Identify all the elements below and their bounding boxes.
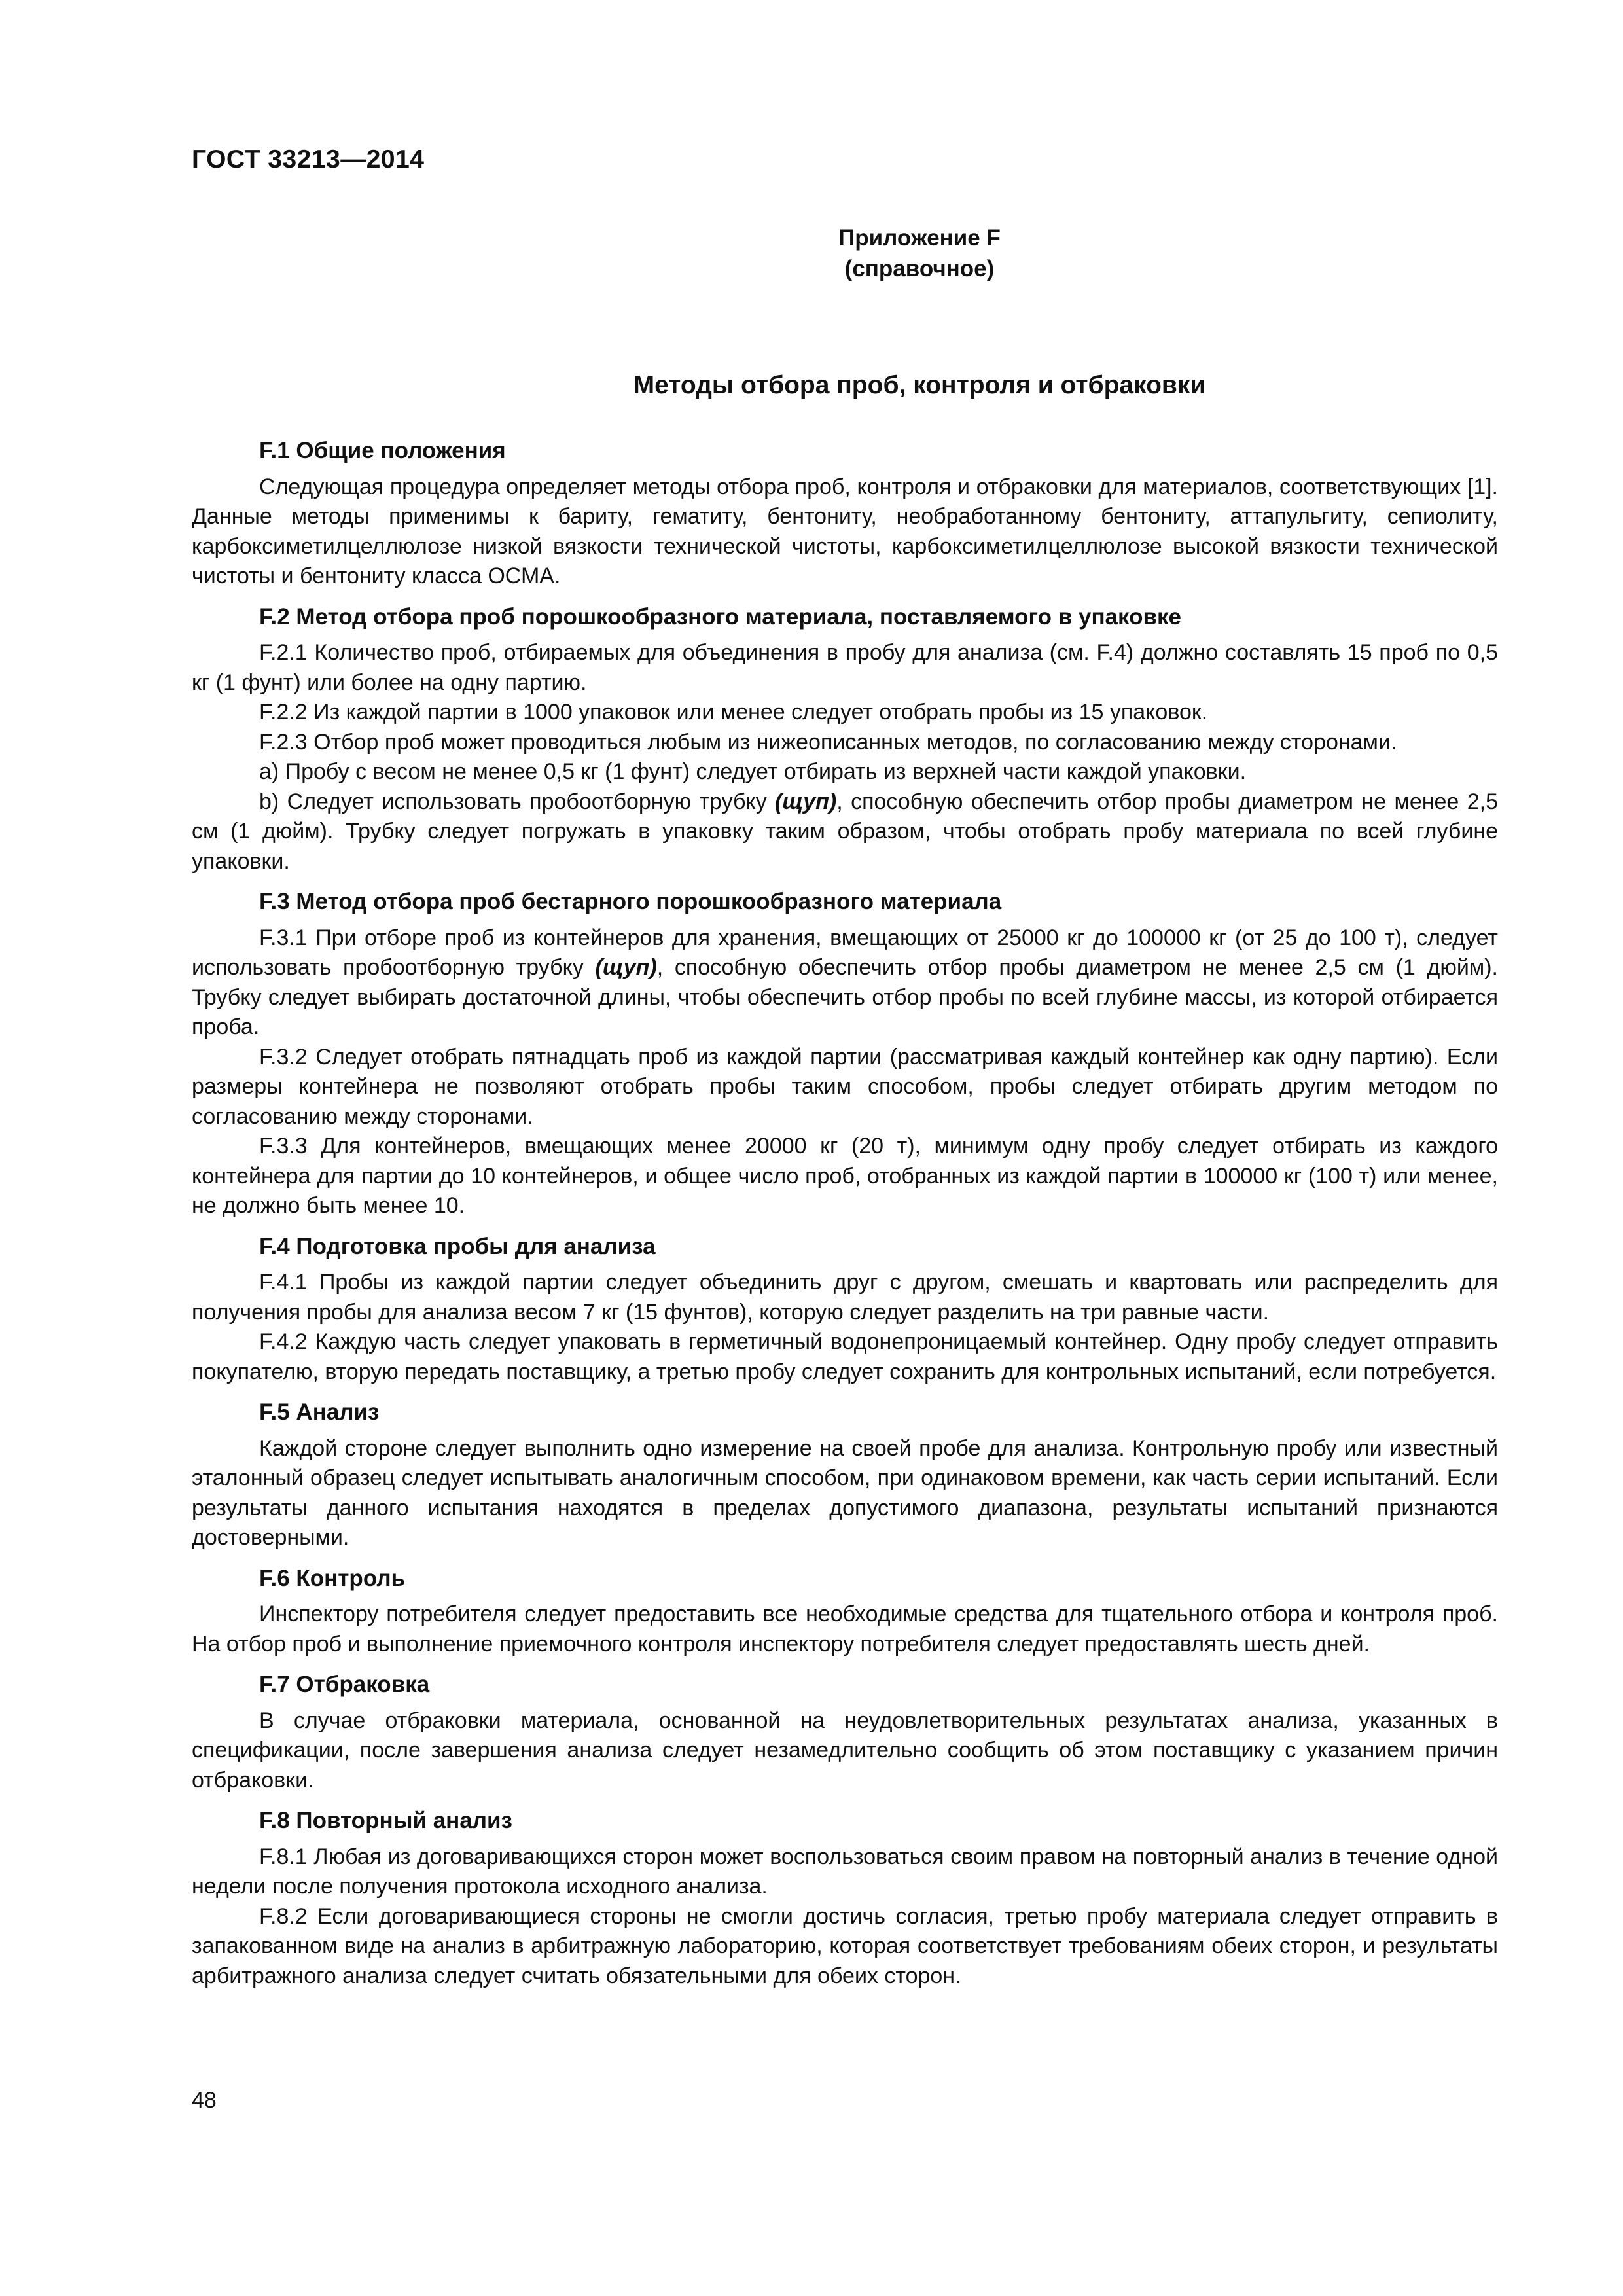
paragraph: Инспектору потребителя следует предоставить все необходимые средства для тщательного отбора и контроля проб. На отбор проб и выполнение приемочного контроля инспектору потребителя следует предоставлять шесть дней.: [192, 1602, 1498, 1657]
paragraph-text: F.3.1 При отборе проб из контейнеров для хранения, вмещающих от 25000 кг до 100000 кг (от 25 до 100 т), следует использовать пробоотборную трубку: [192, 925, 1498, 980]
paragraph: F.8.1 Любая из договаривающихся сторон может воспользоваться своим правом на повторный анализ в течение одной недели после получения протокола исходного анализа.: [192, 1844, 1498, 1899]
paragraph: [192, 924, 1498, 1043]
paragraph: В случае отбраковки материала, основанной на неудовлетворительных результатах анализа, указанных в спецификации, после завершения анализа следует незамедлительно сообщить об этом поставщику с указанием причин отбраковки.: [192, 1708, 1498, 1793]
section-f6: [192, 1564, 1498, 1660]
section-f1: [192, 436, 1498, 592]
paragraph: F.8.2 Если договаривающиеся стороны не смогли достичь согласия, третью пробу материала следует отправить в запакованном виде на анализ в арбитражную лабораторию, которая соответствует требованиям обеих сторон, и результаты арбитражного анализа следует считать обязательными для обеих сторон.: [192, 1903, 1498, 1988]
paragraph: F.3.2 Следует отобрать пятнадцать проб из каждой партии (рассматривая каждый контейнер как одну партию). Если размеры контейнера не позволяют отобрать пробы таким способом, пробы следует отбирать другим методом по согласованию между сторонами.: [192, 1044, 1498, 1129]
section-f3: [192, 887, 1498, 1221]
paragraph: F.4.2 Каждую часть следует упаковать в герметичный водонепроницаемый контейнер. Одну пробу следует отправить покупателю, вторую передать поставщику, а третью пробу следует сохранить для контрольных испытаний, если потребуется.: [192, 1329, 1498, 1384]
section-heading: F.3 Метод отбора проб бестарного порошкообразного материала: [259, 889, 1002, 914]
section-heading: F.4 Подготовка пробы для анализа: [259, 1233, 656, 1259]
paragraph: F.2.2 Из каждой партии в 1000 упаковок или менее следует отобрать пробы из 15 упаковок.: [259, 700, 1208, 725]
section-heading: F.6 Контроль: [259, 1565, 406, 1591]
emphasized-term: (щуп): [775, 789, 837, 814]
paragraph: а) Пробу с весом не менее 0,5 кг (1 фунт) следует отбирать из верхней части каждой упаковки.: [259, 759, 1247, 784]
appendix-type: (справочное): [844, 256, 995, 281]
section-f2: [192, 602, 1498, 877]
paragraph: F.2.1 Количество проб, отбираемых для объединения в пробу для анализа (см. F.4) должно составлять 15 проб по 0,5 кг (1 фунт) или более на одну партию.: [192, 640, 1498, 695]
paragraph: F.4.1 Пробы из каждой партии следует объединить друг с другом, смешать и квартовать или распределить для получения пробы для анализа весом 7 кг (15 фунтов), которую следует разделить на три равные части.: [192, 1270, 1498, 1325]
paragraph-text: , способную обеспечить отбор пробы диаметром не менее 2,5 см (1 дюйм). Трубку следует погружать в упаковку таким образом, чтобы отобрать пробу материала по всей глубине упаковки.: [192, 789, 1498, 874]
appendix-header: [0, 223, 1623, 284]
section-heading: F.2 Метод отбора проб порошкообразного материала, поставляемого в упаковке: [259, 603, 1181, 630]
paragraph: F.3.3 Для контейнеров, вмещающих менее 20000 кг (20 т), минимум одну пробу следует отбирать из каждого контейнера для партии до 10 контейнеров, и общее число проб, отобранных из каждой партии в 100000 кг (100 т) или менее, не должно быть менее 10.: [192, 1134, 1498, 1218]
paragraph: F.2.3 Отбор проб может проводиться любым из нижеописанных методов, по согласованию между сторонами.: [259, 729, 1397, 755]
appendix-label: Приложение F: [838, 225, 1001, 251]
emphasized-term: (щуп): [595, 955, 657, 980]
document-code: ГОСТ 33213—2014: [192, 145, 425, 173]
appendix-title: Методы отбора проб, контроля и отбраковки: [633, 371, 1206, 399]
section-f7: [192, 1670, 1498, 1795]
paragraph: Следующая процедура определяет методы отбора проб, контроля и отбраковки для материалов, соответствующих [1]. Данные методы применимы к бариту, гематиту, бентониту, необработанному бентониту, аттапульгиту, сепиолиту, карбоксиметилцеллюлозе низкой вязкости технической чистоты, карбоксиметилцеллюлозе высокой вязкости технической чистоты и бентониту класса ОСМА.: [192, 474, 1498, 588]
paragraph: [192, 787, 1498, 877]
section-f8: [192, 1806, 1498, 1991]
section-heading: F.7 Отбраковка: [259, 1672, 430, 1697]
page-number: 48: [192, 2088, 217, 2113]
section-heading: F.1 Общие положения: [259, 438, 506, 463]
paragraph: Каждой стороне следует выполнить одно измерение на своей пробе для анализа. Контрольную пробу или известный эталонный образец следует испытывать аналогичным способом, при одинаковом времени, как часть серии испытаний. Если результаты данного испытания находятся в пределах допустимого диапазона, результаты испытаний признаются достоверными.: [192, 1435, 1498, 1550]
section-heading: F.8 Повторный анализ: [259, 1808, 512, 1833]
section-heading: F.5 Анализ: [259, 1399, 380, 1425]
paragraph-text: , способную обеспечить отбор пробы диаметром не менее 2,5 см (1 дюйм). Трубку следует выбирать достаточной длины, чтобы обеспечить отбор пробы по всей глубине массы, из которой отбирается проба.: [192, 955, 1498, 1039]
paragraph-text: b) Следует использовать пробоотборную трубку: [259, 789, 776, 814]
section-f5: [192, 1397, 1498, 1553]
document-body: [192, 436, 1498, 1991]
section-f4: [192, 1232, 1498, 1388]
